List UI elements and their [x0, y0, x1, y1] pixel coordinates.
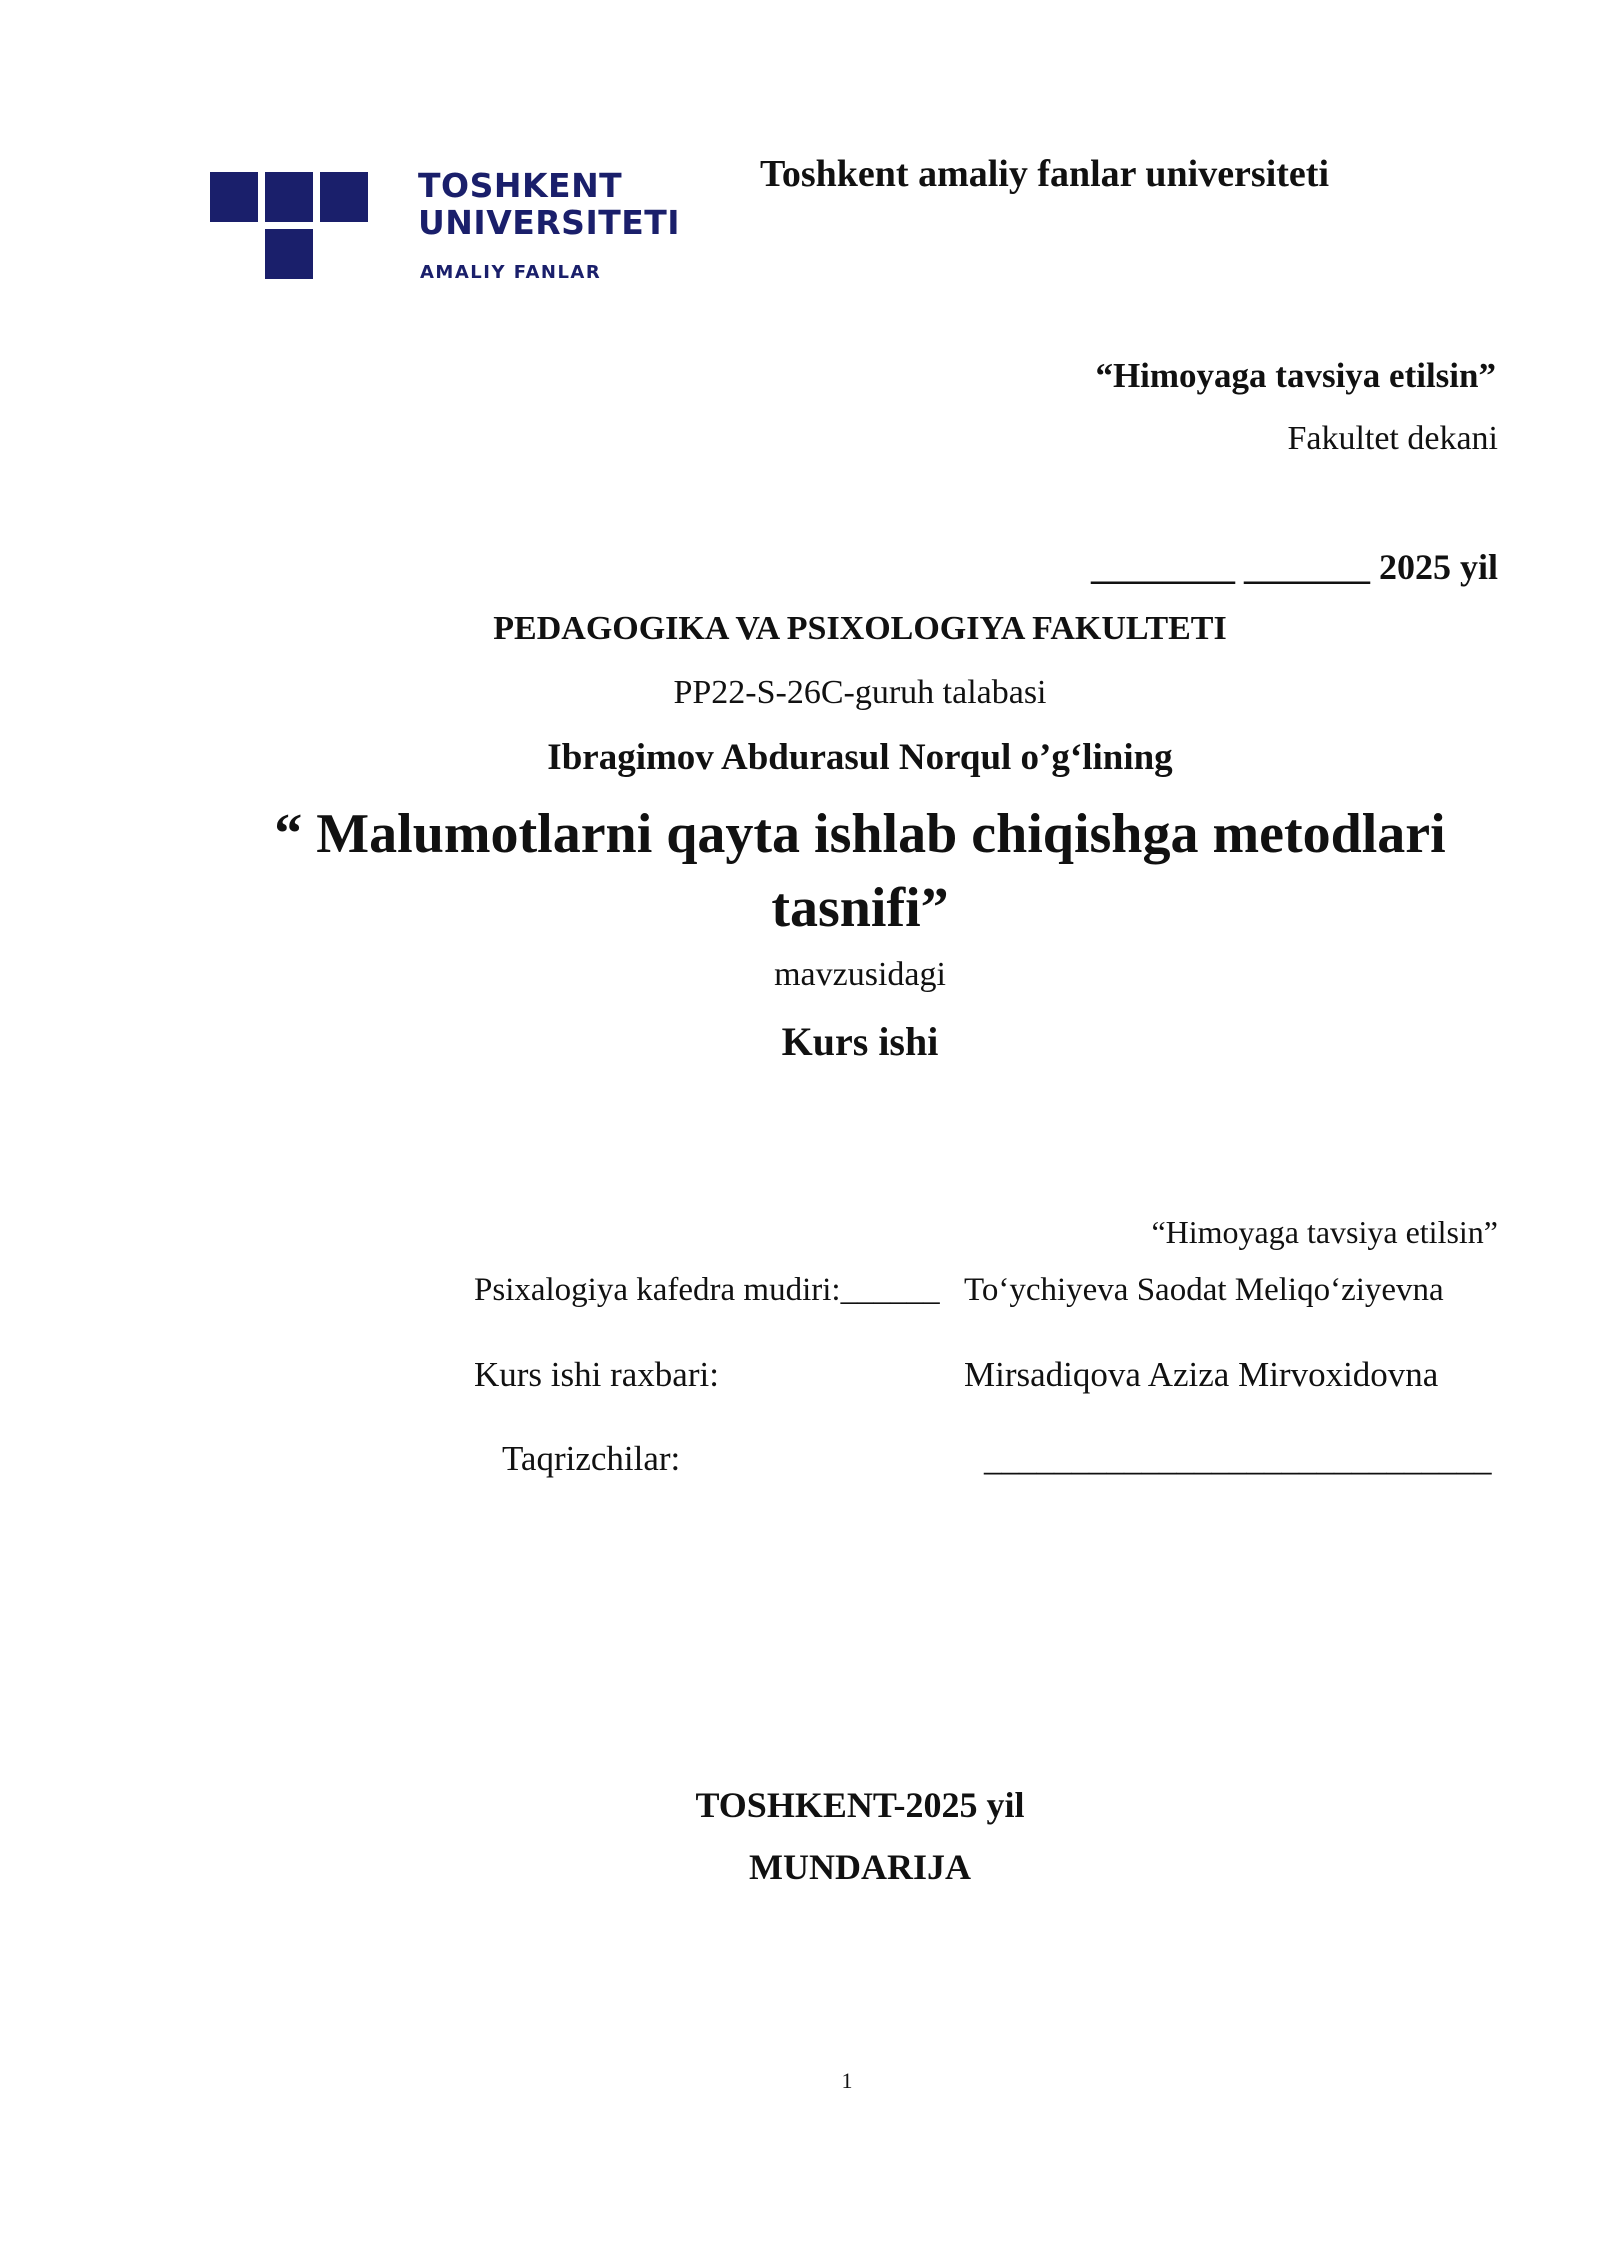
approval-date-line: ________ _______ 2025 yil [1090, 547, 1498, 587]
topic-suffix: mavzusidagi [774, 956, 946, 993]
department-head-label: Psixalogiya kafedra mudiri:______ [474, 1272, 940, 1308]
logo-square-2 [265, 172, 313, 222]
student-name: Ibragimov Abdurasul Norqul o’g‘lining [547, 737, 1173, 778]
supervisor-label: Kurs ishi raxbari: [474, 1355, 719, 1394]
logo-square-3 [320, 172, 368, 222]
logo-wordmark-line3: AMALIY FANLAR [420, 262, 602, 283]
logo-wordmark-line1: TOSHKENT [418, 166, 623, 205]
dean-title: Fakultet dekani [1287, 420, 1498, 457]
faculty-name: PEDAGOGIKA VA PSIXOLOGIYA FAKULTETI [493, 610, 1227, 647]
university-name: Toshkent amaliy fanlar universiteti [760, 153, 1329, 195]
department-head-name: To‘ychiyeva Saodat Meliqo‘ziyevna [964, 1272, 1444, 1308]
reviewers-blank-line: _____________________________ [984, 1439, 1492, 1478]
contents-heading: MUNDARIJA [749, 1847, 971, 1887]
logo-wordmark-line2: UNIVERSITETI [418, 203, 681, 242]
university-logo [210, 166, 680, 286]
logo-square-4 [265, 229, 313, 279]
page-number: 1 [841, 2068, 853, 2093]
reviewers-label: Taqrizchilar: [502, 1439, 681, 1478]
logo-square-1 [210, 172, 258, 222]
student-group: PP22-S-26C-guruh talabasi [673, 674, 1047, 711]
work-type: Kurs ishi [781, 1019, 939, 1064]
approval-recommendation: “Himoyaga tavsiya etilsin” [1095, 356, 1496, 395]
city-year: TOSHKENT-2025 yil [695, 1785, 1025, 1825]
topic-title-line2: tasnifi” [771, 877, 949, 939]
supervisor-name: Mirsadiqova Aziza Mirvoxidovna [964, 1355, 1439, 1394]
department-recommendation: “Himoyaga tavsiya etilsin” [1151, 1214, 1498, 1250]
topic-title-line1: “ Malumotlarni qayta ishlab chiqishga metodlari [274, 803, 1446, 865]
